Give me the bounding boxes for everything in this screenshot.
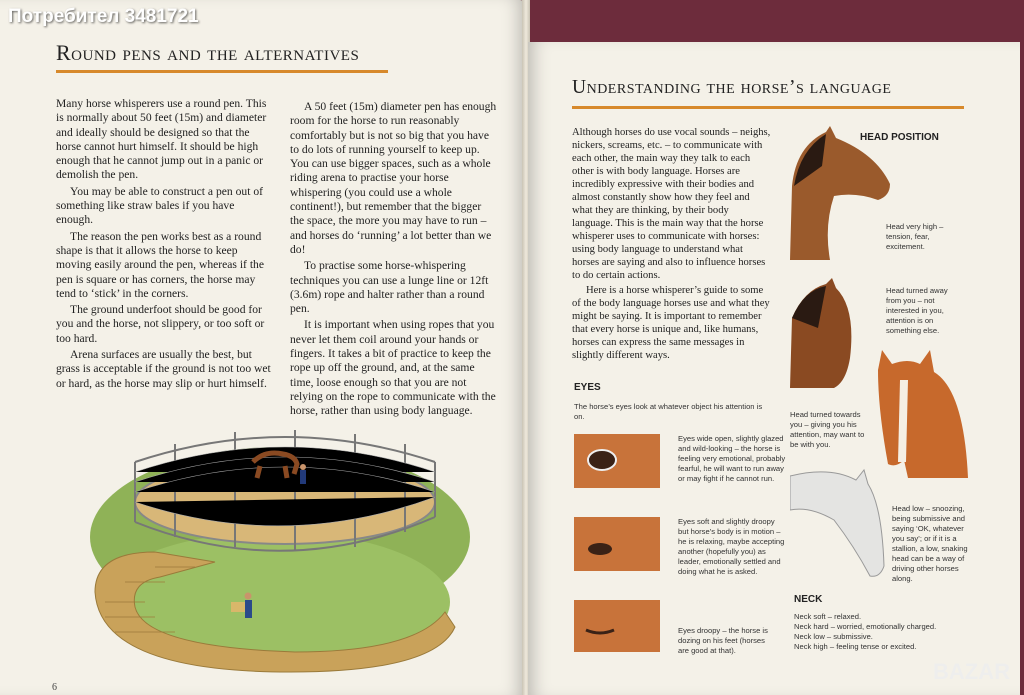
paragraph: You may be able to construct a pen out of something like straw bales if you have enough. — [56, 184, 263, 227]
paragraph: A 50 feet (15m) diameter pen has enough room for the horse to run reasonably comfortably but is not so big that you have to do lots of running yourself to keep up. You can use bigger spaces, such as a whole riding arena to practise your horse whispering (you could use a whole continent!), but remember that the bigger the space, the more you may have to run – and horses do ‘running’ a lot better than we do! — [290, 100, 497, 256]
right-page — [528, 42, 1020, 695]
eye-droopy-caption: Eyes droopy – the horse is dozing on his feet (horses are good at that). — [678, 626, 768, 655]
head-towards-illustration — [868, 350, 972, 478]
head-away-illustration — [788, 278, 858, 390]
neck-item: Neck low – submissive. — [794, 632, 873, 641]
paragraph: Here is a horse whisperer’s guide to some of the body language horses use and what they might be saying. It is important to remember that every horse is unique and, like humans, horses can express the same messages in slightly different ways. — [572, 285, 770, 361]
paragraph: The ground underfoot should be good for you and the horse, not slippery, or too soft or too hard. — [56, 303, 265, 345]
head-low-caption: Head low – snoozing, being submissive and saying ‘OK, whatever you say’; or if it is a stallion, a low, snaking head can be a way of driving other horses along. — [892, 504, 968, 583]
paragraph: Arena surfaces are usually the best, but grass is acceptable if the ground is not too wet or hard, as the horse may slip or hurt himself. — [56, 348, 271, 390]
neck-item: Neck high – feeling tense or excited. — [794, 642, 917, 651]
intro-text — [572, 126, 772, 364]
eye-droopy-illustration — [574, 600, 660, 652]
neck-heading: NECK — [794, 594, 823, 605]
eye-soft-illustration — [574, 517, 660, 571]
head-high-illustration — [786, 126, 894, 260]
title-rule — [56, 70, 388, 73]
paragraph: Many horse whisperers use a round pen. This is normally about 50 feet (15m) and diameter and ideally should be designed so that the horse cannot hurt himself. It should be high enough that he cannot jump out in a panic or demolish the pen. — [56, 97, 267, 182]
right-page-title: Understanding the horse’s language — [572, 77, 892, 98]
eye-wide-caption: Eyes wide open, slightly glazed and wild-looking – the horse is feeling very emotional, probably fearful, he will want to run away or may fight if he cannot run. — [678, 434, 786, 483]
eyes-heading: EYES — [574, 382, 601, 393]
title-rule — [572, 106, 964, 109]
eyes-intro: The horse’s eyes look at whatever object his attention is on. — [574, 402, 763, 421]
bazar-logo: BAZAR — [933, 659, 1010, 684]
left-column-1 — [56, 97, 274, 393]
paragraph: Although horses do use vocal sounds – neighs, nickers, screams, etc. – to communicate with each other, the main way they talk to each other is with body language. Horses are incredibly expressive with their bodies and almost constantly show how they feel and what they are thinking, by their body language. This is the main way that the horse whisperer uses to communicate with horses: using body language to understand what horses are saying and also to influence horses to do certain actions. — [572, 127, 771, 281]
round-pen-illustration — [85, 422, 475, 677]
paragraph: It is important when using ropes that you never let them coil around your hands or fingers. It takes a bit of practice to keep the rope up off the ground, and, at the same time, loose enough so that you are not relying on the rope to communicate with the horse, rather than using body language. — [290, 318, 496, 418]
head-low-illustration — [790, 466, 888, 578]
head-towards-caption: Head turned towards you – giving you his attention, may want to be with you. — [790, 410, 865, 449]
neck-item: Neck hard – worried, emotionally charged. — [794, 622, 937, 631]
left-page-title: Round pens and the alternatives — [56, 40, 360, 65]
neck-item: Neck soft – relaxed. — [794, 612, 862, 621]
head-away-caption: Head turned away from you – not interested in you, attention is on something else. — [886, 286, 948, 335]
left-column-2 — [290, 100, 498, 421]
neck-list — [794, 612, 984, 652]
head-position-heading: HEAD POSITION — [860, 132, 939, 143]
page-number: 6 — [52, 682, 57, 693]
eye-soft-caption: Eyes soft and slightly droopy but horse’s body is in motion – he is relaxing, maybe accepting another (hopefully you) as leader, emotionally settled and doing what he is asked. — [678, 517, 785, 576]
paragraph: The reason the pen works best as a round shape is that it allows the horse to keep moving easily around the pen, whereas if the pen is square or has corners, the horse may tend to ‘stick’ in the corners. — [56, 229, 264, 300]
eye-wide-illustration — [574, 434, 660, 488]
head-high-caption: Head very high – tension, fear, excitement. — [886, 222, 944, 251]
paragraph: To practise some horse-whispering techniques you can use a lunge line or 12ft (3.6m) rope and halter rather than a round pen. — [290, 259, 489, 316]
seller-watermark: Потребител 3481721 — [8, 6, 199, 27]
